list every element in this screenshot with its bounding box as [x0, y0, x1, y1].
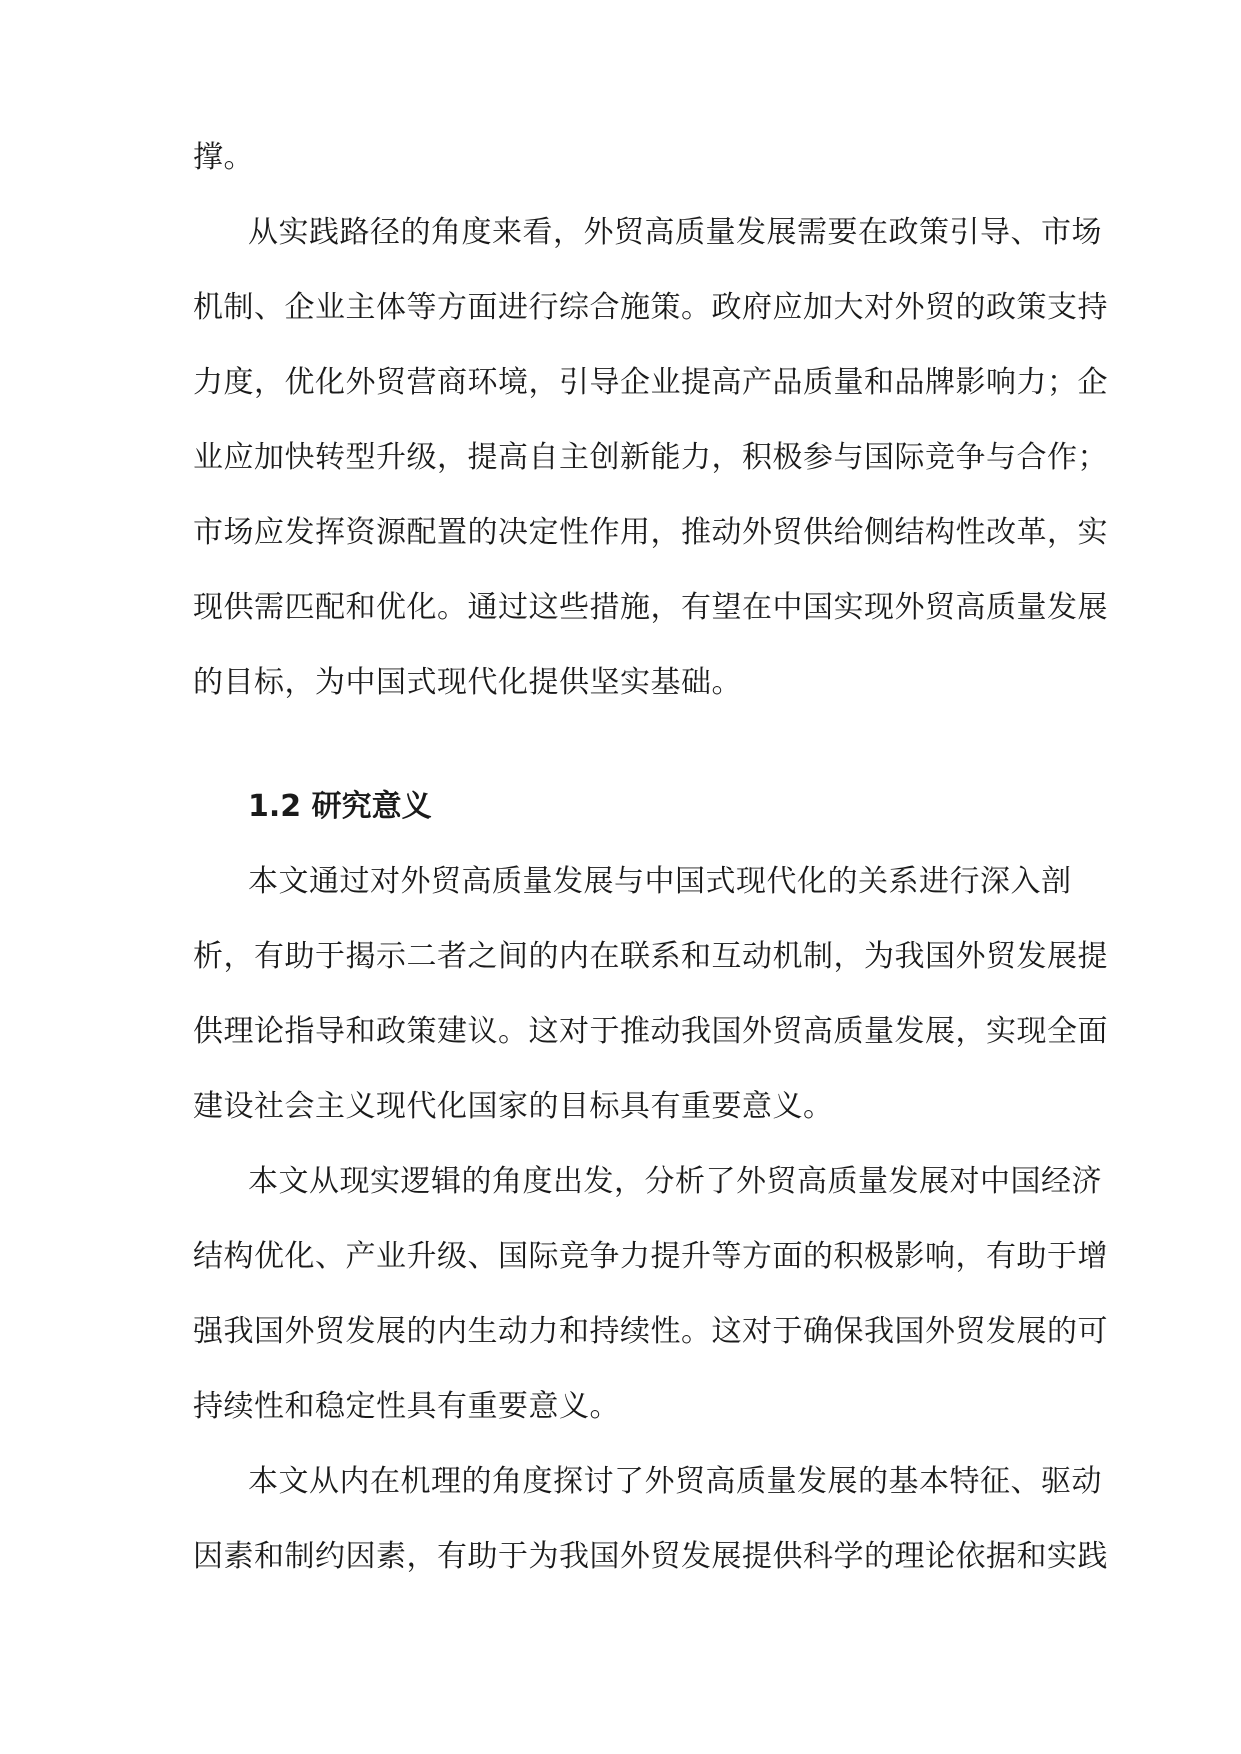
- text-line: 本文从内在机理的角度探讨了外贸高质量发展的基本特征、驱动: [248, 1464, 1102, 1499]
- text-line: 从实践路径的角度来看，外贸高质量发展需要在政策引导、市场: [248, 215, 1102, 250]
- text-line: 机制、企业主体等方面进行综合施策。政府应加大对外贸的政策支持: [193, 290, 1108, 325]
- text-line: 的目标，为中国式现代化提供坚实基础。: [193, 665, 742, 700]
- text-line: 业应加快转型升级，提高自主创新能力，积极参与国际竞争与合作；: [193, 440, 1108, 475]
- text-line: 强我国外贸发展的内生动力和持续性。这对于确保我国外贸发展的可: [193, 1314, 1108, 1349]
- text-line: 持续性和稳定性具有重要意义。: [193, 1389, 620, 1424]
- text-line: 本文通过对外贸高质量发展与中国式现代化的关系进行深入剖: [248, 864, 1072, 899]
- text-line: 力度，优化外贸营商环境，引导企业提高产品质量和品牌影响力；企: [193, 365, 1108, 400]
- section-heading: 1.2 研究意义: [248, 789, 432, 824]
- text-line: 市场应发挥资源配置的决定性作用，推动外贸供给侧结构性改革，实: [193, 515, 1108, 550]
- text-line: 本文从现实逻辑的角度出发，分析了外贸高质量发展对中国经济: [248, 1164, 1102, 1199]
- text-line: 因素和制约因素，有助于为我国外贸发展提供科学的理论依据和实践: [193, 1539, 1108, 1574]
- text-line: 结构优化、产业升级、国际竞争力提升等方面的积极影响，有助于增: [193, 1239, 1108, 1274]
- text-line: 建设社会主义现代化国家的目标具有重要意义。: [193, 1089, 834, 1124]
- text-line: 撑。: [193, 140, 254, 175]
- text-line: 析，有助于揭示二者之间的内在联系和互动机制，为我国外贸发展提: [193, 939, 1108, 974]
- text-line: 现供需匹配和优化。通过这些措施，有望在中国实现外贸高质量发展: [193, 590, 1108, 625]
- text-line: 供理论指导和政策建议。这对于推动我国外贸高质量发展，实现全面: [193, 1014, 1108, 1049]
